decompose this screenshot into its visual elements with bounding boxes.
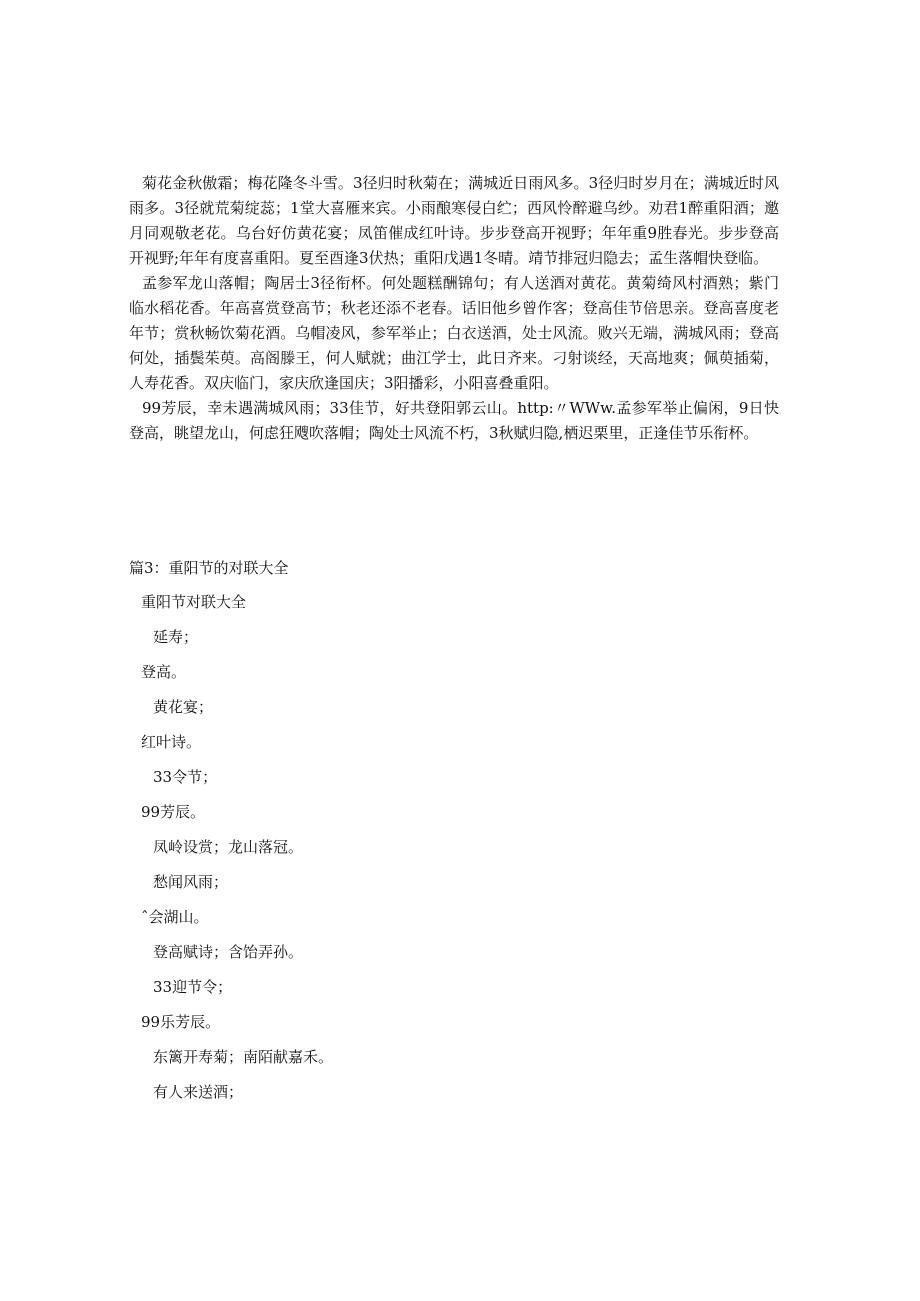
couplet-line: ˆ会湖山。 [141,908,209,926]
couplet-line: 延寿； [153,628,199,646]
paragraph-3: 99芳辰，幸未遇满城风雨；33佳节，好共登阳郭云山。http:〃WWw.孟参军举止偏闲，9日快登高，眺望龙山，何虑狂飕吹落帽；陶处士风流不朽，3秋赋归隐,栖迟栗里，正逢佳节乐衔杯。 [129,399,779,442]
body-text [129,171,779,446]
couplet-line: 99乐芳辰。 [141,1013,221,1031]
couplet-line: 登高。 [141,663,187,681]
couplet-line: 凤岭设赏；龙山落冠。 [153,838,304,856]
couplet-line: 愁闻风雨； [153,873,229,891]
couplet-list-title: 重阳节对联大全 [141,593,247,611]
couplet-line: 33迎节令； [153,978,233,996]
couplet-line: 红叶诗。 [141,733,202,751]
paragraph-1: 菊花金秋傲霜；梅花隆冬斗雪。3径归时秋菊在；满城近日雨风多。3径归时岁月在；满城近时风雨多。3径就荒菊绽蕊；1堂大喜雁来宾。小雨酿寒侵白纻；西风怜醉避乌纱。劝君1醉重阳酒；邀月同观敬老花。乌台好仿黄花宴；凤笛催成红叶诗。步步登高开视野；年年重9胜春光。步步登高开视野;年年有度喜重阳。夏至酉逢3伏热；重阳戊遇1冬晴。靖节排冠归隐去；孟生落帽快登临。 [129,174,779,267]
couplet-line: 99芳辰。 [141,803,206,821]
couplet-line: 登高赋诗；含饴弄孙。 [153,943,304,961]
couplet-line: 东篱开寿菊；南陌献嘉禾。 [153,1048,334,1066]
paragraph-2: 孟参军龙山落帽；陶居士3径衔杯。何处题糕酬锦句；有人送酒对黄花。黄菊绮风村酒熟；紫门临水稻花香。年高喜赏登高节；秋老还添不老春。话旧他乡曾作客；登高佳节倍思亲。登高喜度老年节；赏秋畅饮菊花酒。乌帽凌风，参军举止；白衣送酒，处士风流。败兴无端，满城风雨；登高何处，插鬓茱萸。高阁滕王，何人赋就；曲江学士，此日齐来。刁射谈经，天高地爽；佩萸插菊，人寿花香。双庆临门，家庆欣逢国庆；3阳播彩，小阳喜叠重阳。 [129,274,779,392]
couplet-line: 33令节； [153,768,218,786]
couplet-line: 黄花宴； [153,698,214,716]
couplet-line: 有人来送酒； [153,1083,244,1101]
section-heading: 篇3：重阳节的对联大全 [129,559,289,577]
